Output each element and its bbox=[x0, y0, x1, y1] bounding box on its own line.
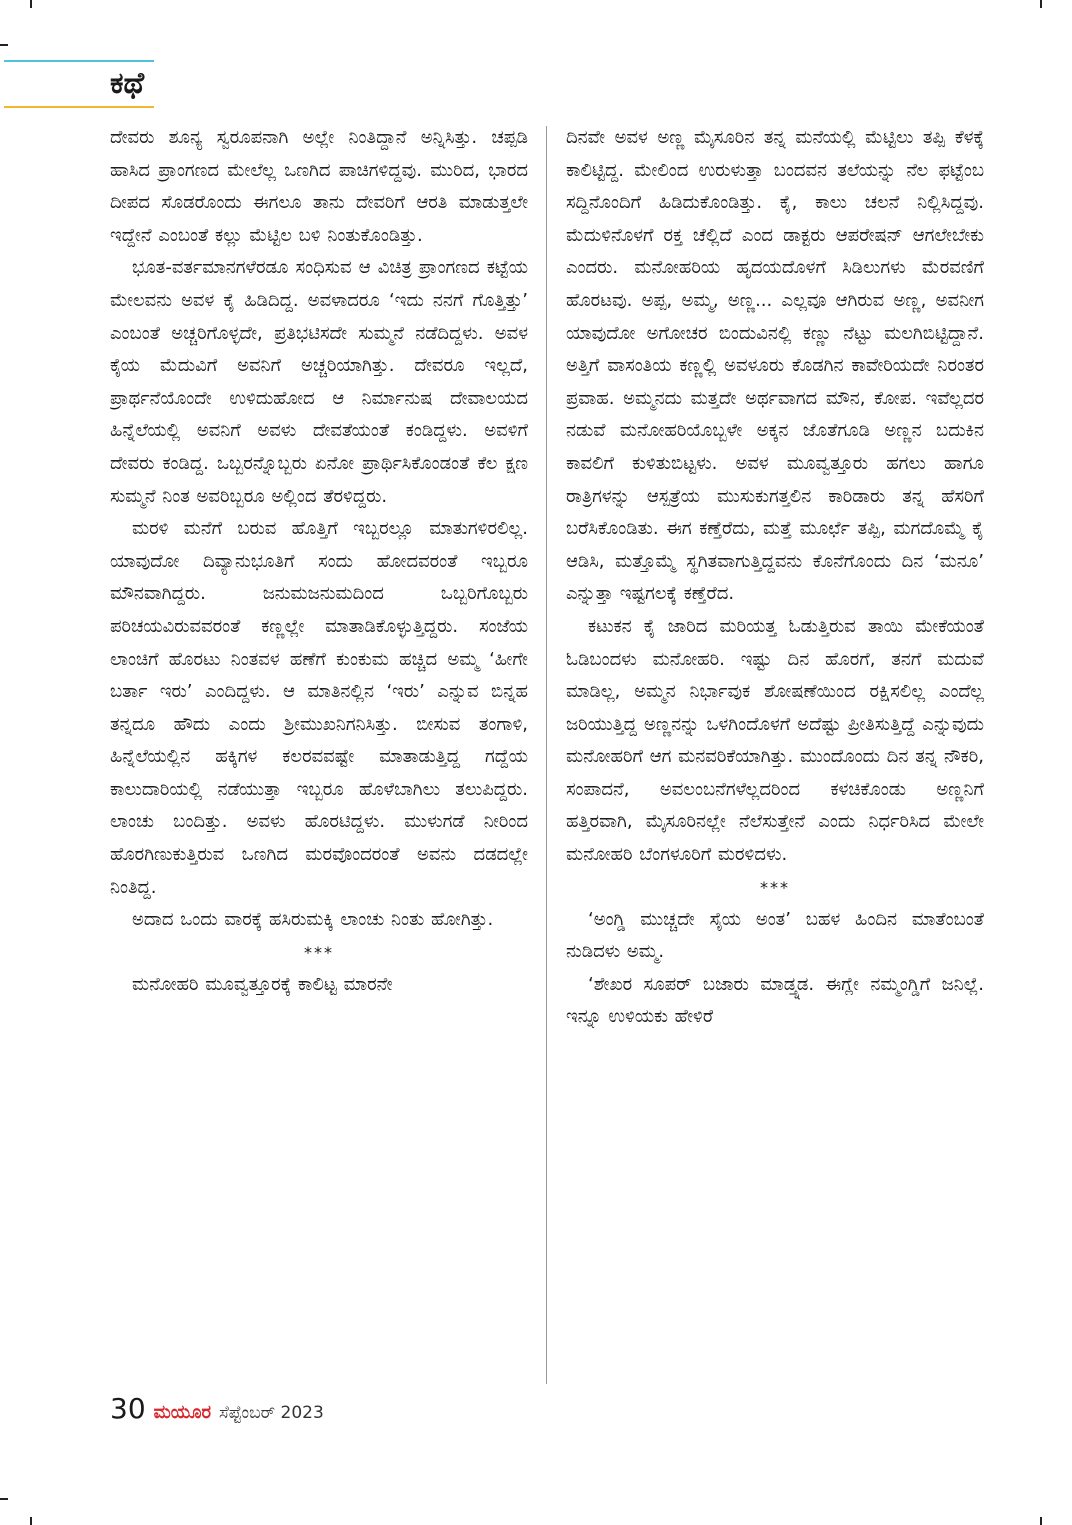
section-separator: *** bbox=[304, 942, 334, 962]
article-paragraph: ಭೂತ-ವರ್ತಮಾನಗಳೆರಡೂ ಸಂಧಿಸುವ ಆ ವಿಚಿತ್ರ ಪ್ರಾಂಗಣದ ಕಟ್ಟೆಯ ಮೇಲವನು ಅವಳ ಕೈ ಹಿಡಿದಿದ್ದ. ಅವಳಾದರೂ ‘ಇದು ನನಗೆ ಗೊತ್ತಿತ್ತು’ ಎಂಬಂತೆ ಅಚ್ಚರಿಗೊಳ್ಳದೇ, ಪ್ರತಿಭಟಿಸದೇ ಸುಮ್ಮನೆ ನಡೆದಿದ್ದಳು. ಅವಳ ಕೈಯ ಮೆದುವಿಗೆ ಅವನಿಗೆ ಅಚ್ಚರಿಯಾಗಿತ್ತು. ದೇವರೂ ಇಲ್ಲದೆ, ಪ್ರಾರ್ಥನೆಯೊಂದೇ ಉಳಿದುಹೋದ ಆ ನಿರ್ಮಾನುಷ ದೇವಾಲಯದ ಹಿನ್ನೆಲೆಯಲ್ಲಿ ಅವನಿಗೆ ಅವಳು ದೇವತೆಯಂತೆ ಕಂಡಿದ್ದಳು. ಅವಳಿಗೆ ದೇವರು ಕಂಡಿದ್ದ. ಒಬ್ಬರನ್ನೊಬ್ಬರು ಏನೋ ಪ್ರಾರ್ಥಿಸಿಕೊಂಡಂತೆ ಕೆಲ ಕ್ಷಣ ಸುಮ್ಮನೆ ನಿಂತ ಅವರಿಬ್ಬರೂ ಅಲ್ಲಿಂದ ತೆರಳಿದ್ದರು. bbox=[110, 257, 528, 507]
article-paragraph: ಮನೋಹರಿ ಮೂವ್ವತ್ತೂರಕ್ಕೆ ಕಾಲಿಟ್ಟ ಮಾರನೇ bbox=[132, 973, 393, 995]
crop-mark-left-upper bbox=[0, 44, 8, 46]
crop-mark-top-left bbox=[30, 0, 32, 8]
article-paragraph: ದೇವರು ಶೂನ್ಯ ಸ್ವರೂಪನಾಗಿ ಅಲ್ಲೇ ನಿಂತಿದ್ದಾನೆ ಅನ್ನಿಸಿತ್ತು. ಚಪ್ಪಡಿ ಹಾಸಿದ ಪ್ರಾಂಗಣದ ಮೇಲೆಲ್ಲ ಒಣಗಿದ ಪಾಚಿಗಳಿದ್ದವು. ಮುರಿದ, ಭಾರದ ದೀಪದ ಸೊಡರೊಂದು ಈಗಲೂ ತಾನು ದೇವರಿಗೆ ಆರತಿ ಮಾಡುತ್ತಲೇ ಇದ್ದೇನೆ ಎಂಬಂತೆ ಕಲ್ಲು ಮೆಟ್ಟಿಲ ಬಳಿ ನಿಂತುಕೊಂಡಿತ್ತು. bbox=[110, 127, 528, 246]
crop-mark-bottom-right bbox=[1040, 1517, 1042, 1525]
article-paragraph: ‘ಶೇಖರ ಸೂಪರ್ ಬಜಾರು ಮಾಡ್ತ್ನಡ. ಈಗ್ಲೇ ನಮ್ಮಂಗ್ಡಿಗೆ ಜನಿಲ್ಲೆ. ಇನ್ನೂ ಉಳಿಯಕು ಹೇಳಿರೆ bbox=[566, 973, 984, 1028]
header-accent-rule-yellow bbox=[4, 106, 154, 108]
page-footer bbox=[110, 1392, 324, 1432]
column-divider bbox=[546, 126, 547, 1384]
article-column-right bbox=[566, 122, 984, 1390]
article-paragraph: ಕಟುಕನ ಕೈ ಜಾರಿದ ಮರಿಯತ್ತ ಓಡುತ್ತಿರುವ ತಾಯಿ ಮೇಕೆಯಂತೆ ಓಡಿಬಂದಳು ಮನೋಹರಿ. ಇಷ್ಟು ದಿನ ಹೊರಗೆ, ತನಗೆ ಮದುವೆ ಮಾಡಿಲ್ಲ, ಅಮ್ಮನ ನಿರ್ಭಾವುಕ ಶೋಷಣೆಯಿಂದ ರಕ್ಷಿಸಲಿಲ್ಲ ಎಂದೆಲ್ಲ ಜರಿಯುತ್ತಿದ್ದ ಅಣ್ಣನನ್ನು ಒಳಗಿಂದೊಳಗೆ ಅದೆಷ್ಟು ಪ್ರೀತಿಸುತ್ತಿದ್ದೆ ಎನ್ನುವುದು ಮನೋಹರಿಗೆ ಆಗ ಮನವರಿಕೆಯಾಗಿತ್ತು. ಮುಂದೊಂದು ದಿನ ತನ್ನ ನೌಕರಿ, ಸಂಪಾದನೆ, ಅವಲಂಬನೆಗಳೆಲ್ಲದರಿಂದ ಕಳಚಿಕೊಂಡು ಅಣ್ಣನಿಗೆ ಹತ್ತಿರವಾಗಿ, ಮೈಸೂರಿನಲ್ಲೇ ನೆಲೆಸುತ್ತೇನೆ ಎಂದು ನಿರ್ಧರಿಸಿದ ಮೇಲೇ ಮನೋಹರಿ ಬೆಂಗಳೂರಿಗೆ ಮರಳಿದಳು. bbox=[566, 615, 984, 866]
section-title: ಕಥೆ bbox=[110, 66, 145, 101]
page-number: 30 bbox=[110, 1392, 146, 1425]
magazine-logo: ಮಯೂರ bbox=[153, 1402, 212, 1423]
article-paragraph: ಅದಾದ ಒಂದು ವಾರಕ್ಕೆ ಹಸಿರುಮಕ್ಕಿ ಲಾಂಚು ನಿಂತು ಹೋಗಿತ್ತು. bbox=[132, 909, 494, 931]
article-paragraph: ‘ಅಂಗ್ಡಿ ಮುಚ್ಚದೇ ಸೈಯ ಅಂತ’ ಬಹಳ ಹಿಂದಿನ ಮಾತೆಂಬಂತೆ ನುಡಿದಳು ಅಮ್ಮ. bbox=[566, 908, 984, 963]
article-paragraph: ದಿನವೇ ಅವಳ ಅಣ್ಣ ಮೈಸೂರಿನ ತನ್ನ ಮನೆಯಲ್ಲಿ ಮೆಟ್ಟಿಲು ತಪ್ಪಿ ಕೆಳಕ್ಕೆ ಕಾಲಿಟ್ಟಿದ್ದ. ಮೇಲಿಂದ ಉರುಳುತ್ತಾ ಬಂದವನ ತಲೆಯನ್ನು ನೆಲ ಫಟ್ಟೆಂಬ ಸದ್ದಿನೊಂದಿಗೆ ಹಿಡಿದುಕೊಂಡಿತ್ತು. ಕೈ, ಕಾಲು ಚಲನೆ ನಿಲ್ಲಿಸಿದ್ದವು. ಮೆದುಳಿನೊಳಗೆ ರಕ್ತ ಚೆಲ್ಲಿದೆ ಎಂದ ಡಾಕ್ಟರು ಆಪರೇಷನ್ ಆಗಲೇಬೇಕು ಎಂದರು. ಮನೋಹರಿಯ ಹೃದಯದೊಳಗೆ ಸಿಡಿಲುಗಳು ಮೆರವಣಿಗೆ ಹೊರಟವು. ಅಪ್ಪ, ಅಮ್ಮ, ಅಣ್ಣ... ಎಲ್ಲವೂ ಆಗಿರುವ ಅಣ್ಣ, ಅವನೀಗ ಯಾವುದೋ ಅಗೋಚರ ಬಿಂದುವಿನಲ್ಲಿ ಕಣ್ಣು ನೆಟ್ಟು ಮಲಗಿಬಿಟ್ಟಿದ್ದಾನೆ. ಅತ್ತಿಗೆ ವಾಸಂತಿಯ ಕಣ್ಣಲ್ಲಿ ಅವಳೂರು ಕೊಡಗಿನ ಕಾವೇರಿಯದೇ ನಿರಂತರ ಪ್ರವಾಹ. ಅಮ್ಮನದು ಮತ್ತದೇ ಅರ್ಥವಾಗದ ಮೌನ, ಕೋಪ. ಇವೆಲ್ಲದರ ನಡುವೆ ಮನೋಹರಿಯೊಬ್ಬಳೇ ಅಕ್ಕನ ಜೊತೆಗೂಡಿ ಅಣ್ಣನ ಬದುಕಿನ ಕಾವಲಿಗೆ ಕುಳಿತುಬಿಟ್ಟಳು. ಅವಳ ಮೂವ್ವತ್ತೂರು ಹಗಲು ಹಾಗೂ ರಾತ್ರಿಗಳನ್ನು ಆಸ್ಪತ್ರೆಯ ಮುಸುಕುಗತ್ತಲಿನ ಕಾರಿಡಾರು ತನ್ನ ಹೆಸರಿಗೆ ಬರೆಸಿಕೊಂಡಿತು. ಈಗ ಕಣ್ತೆರೆದು, ಮತ್ತೆ ಮೂರ್ಛೆ ತಪ್ಪಿ, ಮಗದೊಮ್ಮೆ ಕೈ ಆಡಿಸಿ, ಮತ್ತೊಮ್ಮೆ ಸ್ಥಗಿತವಾಗುತ್ತಿದ್ದವನು ಕೊನೆಗೊಂದು ದಿನ ‘ಮನೂ’ ಎನ್ನುತ್ತಾ ಇಷ್ಟಗಲಕ್ಕೆ ಕಣ್ತೆರೆದ. bbox=[566, 127, 984, 605]
article-paragraph: ಮರಳಿ ಮನೆಗೆ ಬರುವ ಹೊತ್ತಿಗೆ ಇಬ್ಬರಲ್ಲೂ ಮಾತುಗಳಿರಲಿಲ್ಲ. ಯಾವುದೋ ದಿವ್ಯಾನುಭೂತಿಗೆ ಸಂದು ಹೋದವರಂತೆ ಇಬ್ಬರೂ ಮೌನವಾಗಿದ್ದರು. ಜನುಮಜನುಮದಿಂದ ಒಬ್ಬರಿಗೊಬ್ಬರು ಪರಿಚಯವಿರುವವರಂತೆ ಕಣ್ಣಲ್ಲೇ ಮಾತಾಡಿಕೊಳ್ಳುತ್ತಿದ್ದರು. ಸಂಜೆಯ ಲಾಂಚಿಗೆ ಹೊರಟು ನಿಂತವಳ ಹಣೆಗೆ ಕುಂಕುಮ ಹಚ್ಚಿದ ಅಮ್ಮ ‘ಹೀಗೇ ಬರ್ತಾ ಇರು’ ಎಂದಿದ್ದಳು. ಆ ಮಾತಿನಲ್ಲಿನ ‘ಇರು’ ಎನ್ನುವ ಬಿನ್ನಹ ತನ್ನದೂ ಹೌದು ಎಂದು ಶ್ರೀಮುಖನಿಗನಿಸಿತ್ತು. ಬೀಸುವ ತಂಗಾಳಿ, ಹಿನ್ನೆಲೆಯಲ್ಲಿನ ಹಕ್ಕಿಗಳ ಕಲರವವಷ್ಟೇ ಮಾತಾಡುತ್ತಿದ್ದ ಗದ್ದೆಯ ಕಾಲುದಾರಿಯಲ್ಲಿ ನಡೆಯುತ್ತಾ ಇಬ್ಬರೂ ಹೊಳೆಬಾಗಿಲು ತಲುಪಿದ್ದರು. ಲಾಂಚು ಬಂದಿತ್ತು. ಅವಳು ಹೊರಟಿದ್ದಳು. ಮುಳುಗಡೆ ನೀರಿಂದ ಹೊರಗಿಣುಕುತ್ತಿರುವ ಒಣಗಿದ ಮರವೊಂದರಂತೆ ಅವನು ದಡದಲ್ಲೇ ನಿಂತಿದ್ದ. bbox=[110, 518, 528, 898]
section-separator: *** bbox=[760, 877, 790, 897]
article-column-left bbox=[110, 122, 528, 1390]
crop-mark-left-lower bbox=[0, 1498, 8, 1500]
header-accent-rule-cyan bbox=[4, 60, 154, 62]
crop-mark-bottom-left bbox=[30, 1517, 32, 1525]
issue-date: ಸೆಪ್ಟೆಂಬರ್ 2023 bbox=[219, 1403, 324, 1423]
crop-mark-top-right bbox=[1040, 0, 1042, 8]
